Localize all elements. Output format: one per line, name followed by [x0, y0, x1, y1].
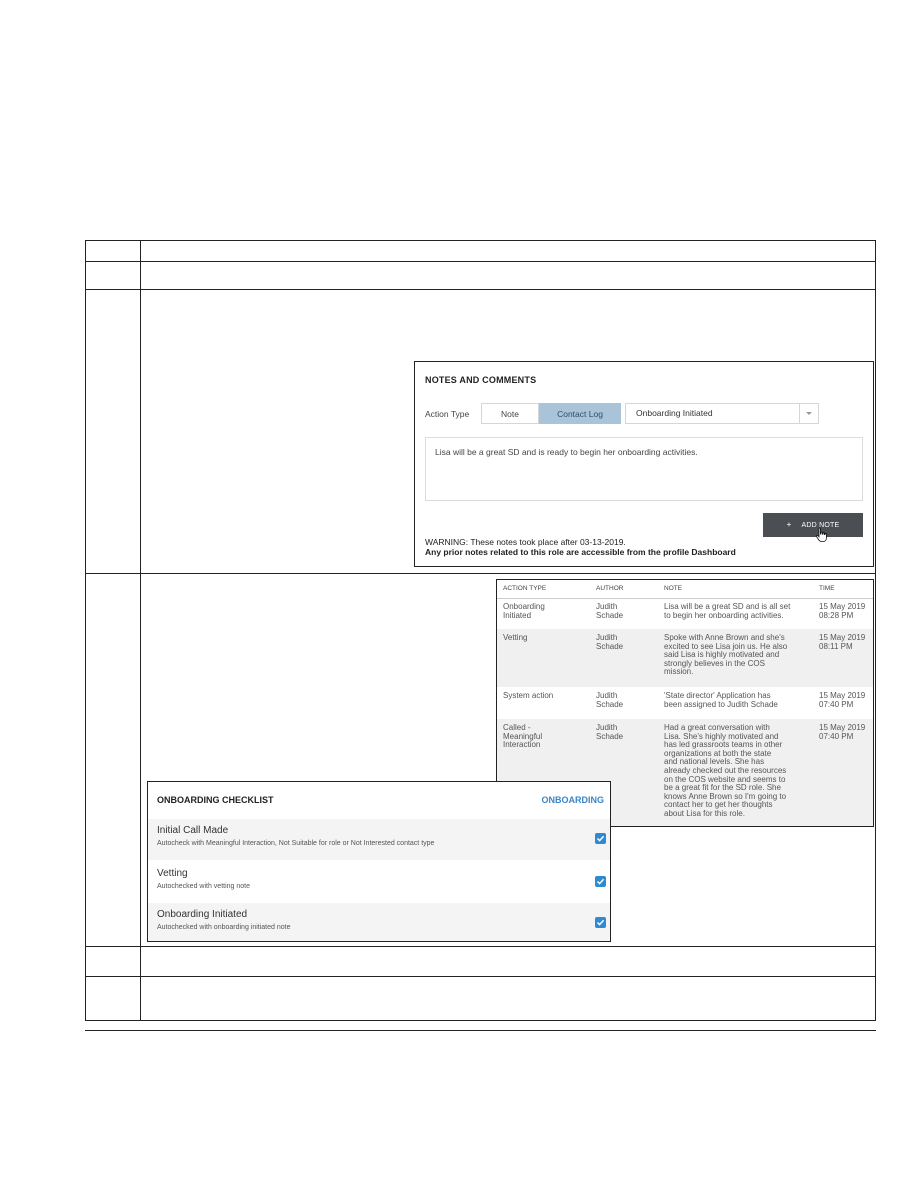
cell-action-type: System action: [503, 691, 554, 700]
checkmark-icon: [596, 918, 605, 927]
column-header-author: AUTHOR: [596, 585, 624, 592]
checklist-title: ONBOARDING CHECKLIST: [157, 795, 274, 805]
checklist-item: [148, 819, 610, 860]
table-row-divider: [86, 261, 875, 262]
hand-cursor-icon: [815, 527, 829, 543]
action-type-label: Action Type: [425, 409, 470, 419]
cell-action-type: Called - Meaningful Interaction: [503, 723, 543, 750]
vetting-checkbox[interactable]: [595, 876, 606, 887]
footer-rule: [85, 1030, 876, 1031]
column-header-time: TIME: [819, 585, 835, 592]
cell-note: Lisa will be a great SD and is all set to begin her onboarding activities.: [664, 602, 791, 620]
column-header-action-type: ACTION TYPE: [503, 585, 547, 592]
cell-time: 15 May 2019 08:11 PM: [819, 633, 866, 651]
table-row-divider: [86, 289, 875, 290]
cell-note: Spoke with Anne Brown and she's excited to see Lisa join us. He also said Lisa is highly motivated and strongly believes in the COS mission.: [664, 633, 788, 677]
cell-action-type: Vetting: [503, 633, 528, 642]
checklist-item: [148, 903, 610, 941]
table-column-divider: [140, 241, 141, 1020]
action-type-select[interactable]: [625, 403, 819, 424]
onboarding-checklist-panel: [147, 781, 611, 942]
table-row-divider: [86, 573, 875, 574]
add-note-label: ADD NOTE: [801, 522, 840, 529]
checklist-item-description: Autochecked with onboarding initiated note: [157, 924, 291, 931]
column-header-note: NOTE: [664, 585, 683, 592]
select-divider: [799, 404, 800, 423]
onboarding-initiated-checkbox[interactable]: [595, 917, 606, 928]
checklist-item-label: Onboarding Initiated: [157, 909, 248, 920]
add-note-button[interactable]: [763, 513, 863, 537]
checkmark-icon: [596, 877, 605, 886]
tab-note[interactable]: Note: [481, 403, 539, 424]
cell-note: 'State director' Application has been assigned to Judith Schade: [664, 691, 778, 709]
onboarding-link[interactable]: ONBOARDING: [541, 795, 604, 805]
note-textarea[interactable]: Lisa will be a great SD and is ready to begin her onboarding activities.: [425, 437, 863, 501]
notes-title: NOTES AND COMMENTS: [425, 375, 537, 385]
cell-time: 15 May 2019 07:40 PM: [819, 723, 866, 741]
cell-note: Had a great conversation with Lisa. She's highly motivated and has led grassroots teams in other organizations at both the state and national levels. She has already checked out the resources on the COS website and seems to be a great fit for the SD role. She knows Anne Brown so I'm going to contact her to get her thoughts about Lisa for this role.: [664, 723, 787, 818]
cell-author: Judith Schade: [596, 602, 624, 620]
notes-and-comments-panel: [414, 361, 874, 567]
table-header: [497, 580, 873, 599]
checkmark-icon: [596, 834, 605, 843]
table-row: [497, 629, 873, 687]
warning-subtext: Any prior notes related to this role are accessible from the profile Dashboard: [425, 547, 736, 557]
cell-time: 15 May 2019 07:40 PM: [819, 691, 866, 709]
checklist-item-label: Initial Call Made: [157, 825, 229, 836]
checklist-item-description: Autochecked with vetting note: [157, 883, 251, 890]
tab-contact-log[interactable]: Contact Log: [539, 403, 621, 424]
checklist-item: [148, 862, 610, 903]
table-row: [497, 598, 873, 629]
cell-time: 15 May 2019 08:28 PM: [819, 602, 866, 620]
cell-author: Judith Schade: [596, 723, 624, 741]
table-row-divider: [86, 946, 875, 947]
initial-call-made-checkbox[interactable]: [595, 833, 606, 844]
plus-icon: +: [786, 520, 792, 529]
table-row-divider: [86, 976, 875, 977]
checklist-item-description: Autocheck with Meaningful Interaction, Not Suitable for role or Not Interested contact type: [157, 840, 435, 847]
warning-text: WARNING: These notes took place after 03-13-2019.: [425, 537, 626, 547]
action-type-selected-value: Onboarding Initiated: [636, 408, 713, 418]
cell-author: Judith Schade: [596, 633, 624, 651]
checklist-item-label: Vetting: [157, 868, 188, 879]
cell-action-type: Onboarding Initiated: [503, 602, 545, 620]
cell-author: Judith Schade: [596, 691, 624, 709]
table-row: [497, 687, 873, 719]
chevron-down-icon: [806, 412, 812, 415]
